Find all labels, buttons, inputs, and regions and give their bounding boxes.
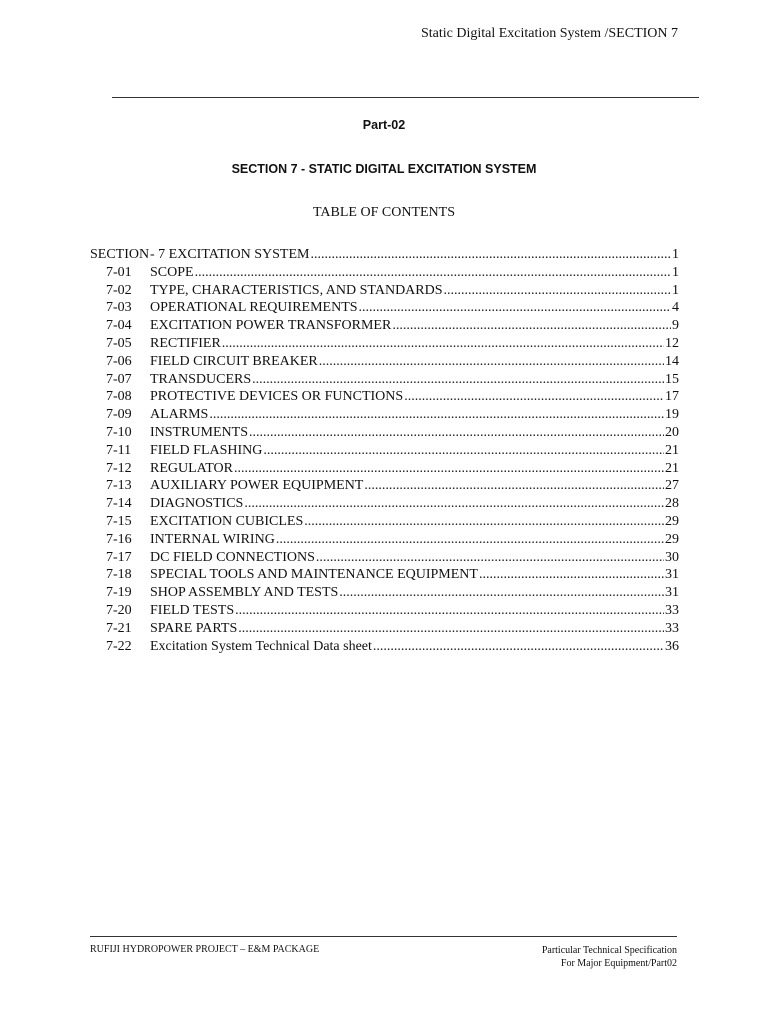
toc-entry[interactable] bbox=[90, 513, 679, 531]
toc-entry-number: SECTION bbox=[90, 247, 150, 262]
footer-project-name: RUFIJI HYDROPOWER PROJECT – E&M PACKAGE bbox=[90, 944, 320, 955]
toc-dot-leader bbox=[195, 264, 671, 282]
toc-entry[interactable] bbox=[90, 406, 679, 424]
toc-entry-page: 12 bbox=[665, 335, 679, 351]
toc-entry-number: 7-08 bbox=[106, 389, 132, 405]
toc-entry-title: Excitation System Technical Data sheet bbox=[150, 638, 372, 654]
toc-entry-title: DC FIELD CONNECTIONS bbox=[150, 549, 315, 565]
toc-dot-leader bbox=[364, 477, 664, 495]
toc-entry-title: PROTECTIVE DEVICES OR FUNCTIONS bbox=[150, 389, 404, 405]
toc-entry-title: RECTIFIER bbox=[150, 335, 221, 351]
toc-entry-number: 7-21 bbox=[106, 620, 132, 636]
toc-entry[interactable] bbox=[90, 549, 679, 567]
toc-entry[interactable] bbox=[90, 638, 679, 656]
toc-dot-leader bbox=[373, 638, 664, 656]
toc-entry[interactable] bbox=[90, 371, 679, 389]
toc-entry-page: 31 bbox=[665, 585, 679, 601]
toc-dot-leader bbox=[222, 335, 664, 353]
toc-entry-page: 14 bbox=[665, 353, 679, 369]
toc-entry[interactable] bbox=[90, 264, 679, 282]
toc-entry-page: 1 bbox=[672, 282, 679, 298]
toc-entry-number: 7-11 bbox=[106, 442, 132, 458]
toc-entry-title: SPECIAL TOOLS AND MAINTENANCE EQUIPMENT bbox=[150, 567, 478, 583]
toc-dot-leader bbox=[235, 602, 664, 620]
toc-entry[interactable] bbox=[90, 353, 679, 371]
header-divider bbox=[112, 97, 699, 98]
toc-entry-number: 7-13 bbox=[106, 478, 132, 494]
toc-dot-leader bbox=[359, 299, 671, 317]
toc-entry[interactable] bbox=[90, 246, 679, 264]
toc-entry-page: 1 bbox=[672, 247, 679, 262]
toc-dot-leader bbox=[339, 584, 664, 602]
toc-entry-number: 7-20 bbox=[106, 602, 132, 618]
toc-entry-number: 7-10 bbox=[106, 424, 132, 440]
toc-dot-leader bbox=[319, 353, 664, 371]
toc-entry-number: 7-12 bbox=[106, 460, 132, 476]
toc-entry-title: EXCITATION CUBICLES bbox=[150, 513, 304, 529]
toc-entry-page: 31 bbox=[665, 567, 679, 583]
toc-entry-number: 7-01 bbox=[106, 264, 132, 280]
toc-entry-number: 7-04 bbox=[106, 318, 132, 334]
toc-entry-title: - 7 EXCITATION SYSTEM bbox=[150, 247, 310, 262]
toc-entry-page: 20 bbox=[665, 424, 679, 440]
toc-entry[interactable] bbox=[90, 299, 679, 317]
toc-entry-page: 15 bbox=[665, 371, 679, 387]
toc-entry-page: 29 bbox=[665, 513, 679, 529]
toc-entry-title: TRANSDUCERS bbox=[150, 371, 252, 387]
section-heading: SECTION 7 - STATIC DIGITAL EXCITATION SYSTEM bbox=[231, 162, 537, 176]
footer-spec-info bbox=[480, 944, 677, 970]
toc-entry[interactable] bbox=[90, 584, 679, 602]
toc-entry-title: INSTRUMENTS bbox=[150, 424, 249, 440]
part-label: Part-02 bbox=[362, 118, 406, 132]
toc-dot-leader bbox=[404, 388, 664, 406]
toc-heading: TABLE OF CONTENTS bbox=[313, 205, 455, 220]
toc-entry[interactable] bbox=[90, 460, 679, 478]
toc-dot-leader bbox=[310, 246, 671, 264]
toc-entry-title: FIELD FLASHING bbox=[150, 442, 263, 458]
toc-entry-page: 28 bbox=[665, 496, 679, 512]
page-header-title: Static Digital Excitation System /SECTION 7 bbox=[420, 26, 678, 41]
toc-entry-number: 7-15 bbox=[106, 513, 132, 529]
toc-entry-page: 29 bbox=[665, 531, 679, 547]
toc-entry-number: 7-22 bbox=[106, 638, 132, 654]
toc-entry-title: EXCITATION POWER TRANSFORMER bbox=[150, 318, 392, 334]
toc-dot-leader bbox=[244, 495, 664, 513]
toc-entry-title: INTERNAL WIRING bbox=[150, 531, 275, 547]
toc-entry-number: 7-09 bbox=[106, 407, 132, 423]
toc-entry-page: 33 bbox=[665, 620, 679, 636]
toc-dot-leader bbox=[263, 442, 664, 460]
toc-entry-number: 7-17 bbox=[106, 549, 132, 565]
toc-dot-leader bbox=[392, 317, 671, 335]
footer-spec-line-2: For Major Equipment/Part02 bbox=[560, 958, 677, 969]
toc-entry[interactable] bbox=[90, 531, 679, 549]
toc-entry-number: 7-02 bbox=[106, 282, 132, 298]
toc-entry-page: 19 bbox=[665, 407, 679, 423]
toc-entry[interactable] bbox=[90, 477, 679, 495]
table-of-contents bbox=[90, 246, 679, 655]
toc-entry-page: 27 bbox=[665, 478, 679, 494]
toc-dot-leader bbox=[252, 371, 664, 389]
toc-entry-page: 1 bbox=[672, 264, 679, 280]
toc-entry[interactable] bbox=[90, 282, 679, 300]
toc-entry-number: 7-19 bbox=[106, 585, 132, 601]
toc-entry-title: FIELD CIRCUIT BREAKER bbox=[150, 353, 318, 369]
toc-dot-leader bbox=[444, 282, 671, 300]
toc-entry-title: ALARMS bbox=[150, 407, 209, 423]
toc-entry-title: TYPE, CHARACTERISTICS, AND STANDARDS bbox=[150, 282, 443, 298]
toc-entry[interactable] bbox=[90, 424, 679, 442]
toc-entry-page: 17 bbox=[665, 389, 679, 405]
toc-entry[interactable] bbox=[90, 335, 679, 353]
toc-entry-page: 33 bbox=[665, 602, 679, 618]
toc-entry-title: FIELD TESTS bbox=[150, 602, 235, 618]
footer-divider bbox=[90, 936, 677, 937]
toc-dot-leader bbox=[316, 549, 664, 567]
toc-dot-leader bbox=[234, 460, 664, 478]
toc-entry-number: 7-14 bbox=[106, 496, 132, 512]
toc-entry-page: 30 bbox=[665, 549, 679, 565]
toc-entry-number: 7-16 bbox=[106, 531, 132, 547]
toc-entry[interactable] bbox=[90, 620, 679, 638]
toc-entry-title: DIAGNOSTICS bbox=[150, 496, 244, 512]
toc-entry[interactable] bbox=[90, 388, 679, 406]
toc-entry-page: 21 bbox=[665, 460, 679, 476]
toc-entry[interactable] bbox=[90, 442, 679, 460]
toc-entry-title: OPERATIONAL REQUIREMENTS bbox=[150, 300, 358, 316]
toc-entry-number: 7-18 bbox=[106, 567, 132, 583]
toc-dot-leader bbox=[479, 566, 664, 584]
toc-entry-title: SPARE PARTS bbox=[150, 620, 238, 636]
toc-entry-number: 7-06 bbox=[106, 353, 132, 369]
toc-entry-number: 7-07 bbox=[106, 371, 132, 387]
toc-dot-leader bbox=[276, 531, 664, 549]
toc-dot-leader bbox=[238, 620, 664, 638]
toc-entry-page: 36 bbox=[665, 638, 679, 654]
toc-entry-title: SCOPE bbox=[150, 264, 194, 280]
toc-entry-title: AUXILIARY POWER EQUIPMENT bbox=[150, 478, 364, 494]
toc-entry-title: REGULATOR bbox=[150, 460, 233, 476]
toc-entry-title: SHOP ASSEMBLY AND TESTS bbox=[150, 585, 339, 601]
toc-dot-leader bbox=[249, 424, 664, 442]
toc-entry-number: 7-05 bbox=[106, 335, 132, 351]
toc-entry-page: 21 bbox=[665, 442, 679, 458]
toc-entry[interactable] bbox=[90, 495, 679, 513]
toc-entry-number: 7-03 bbox=[106, 300, 132, 316]
toc-entry[interactable] bbox=[90, 602, 679, 620]
toc-dot-leader bbox=[209, 406, 664, 424]
toc-entry-page: 4 bbox=[672, 300, 679, 316]
toc-entry[interactable] bbox=[90, 317, 679, 335]
toc-entry[interactable] bbox=[90, 566, 679, 584]
footer-spec-line-1: Particular Technical Specification bbox=[541, 945, 677, 956]
toc-dot-leader bbox=[304, 513, 664, 531]
toc-entry-page: 9 bbox=[672, 318, 679, 334]
